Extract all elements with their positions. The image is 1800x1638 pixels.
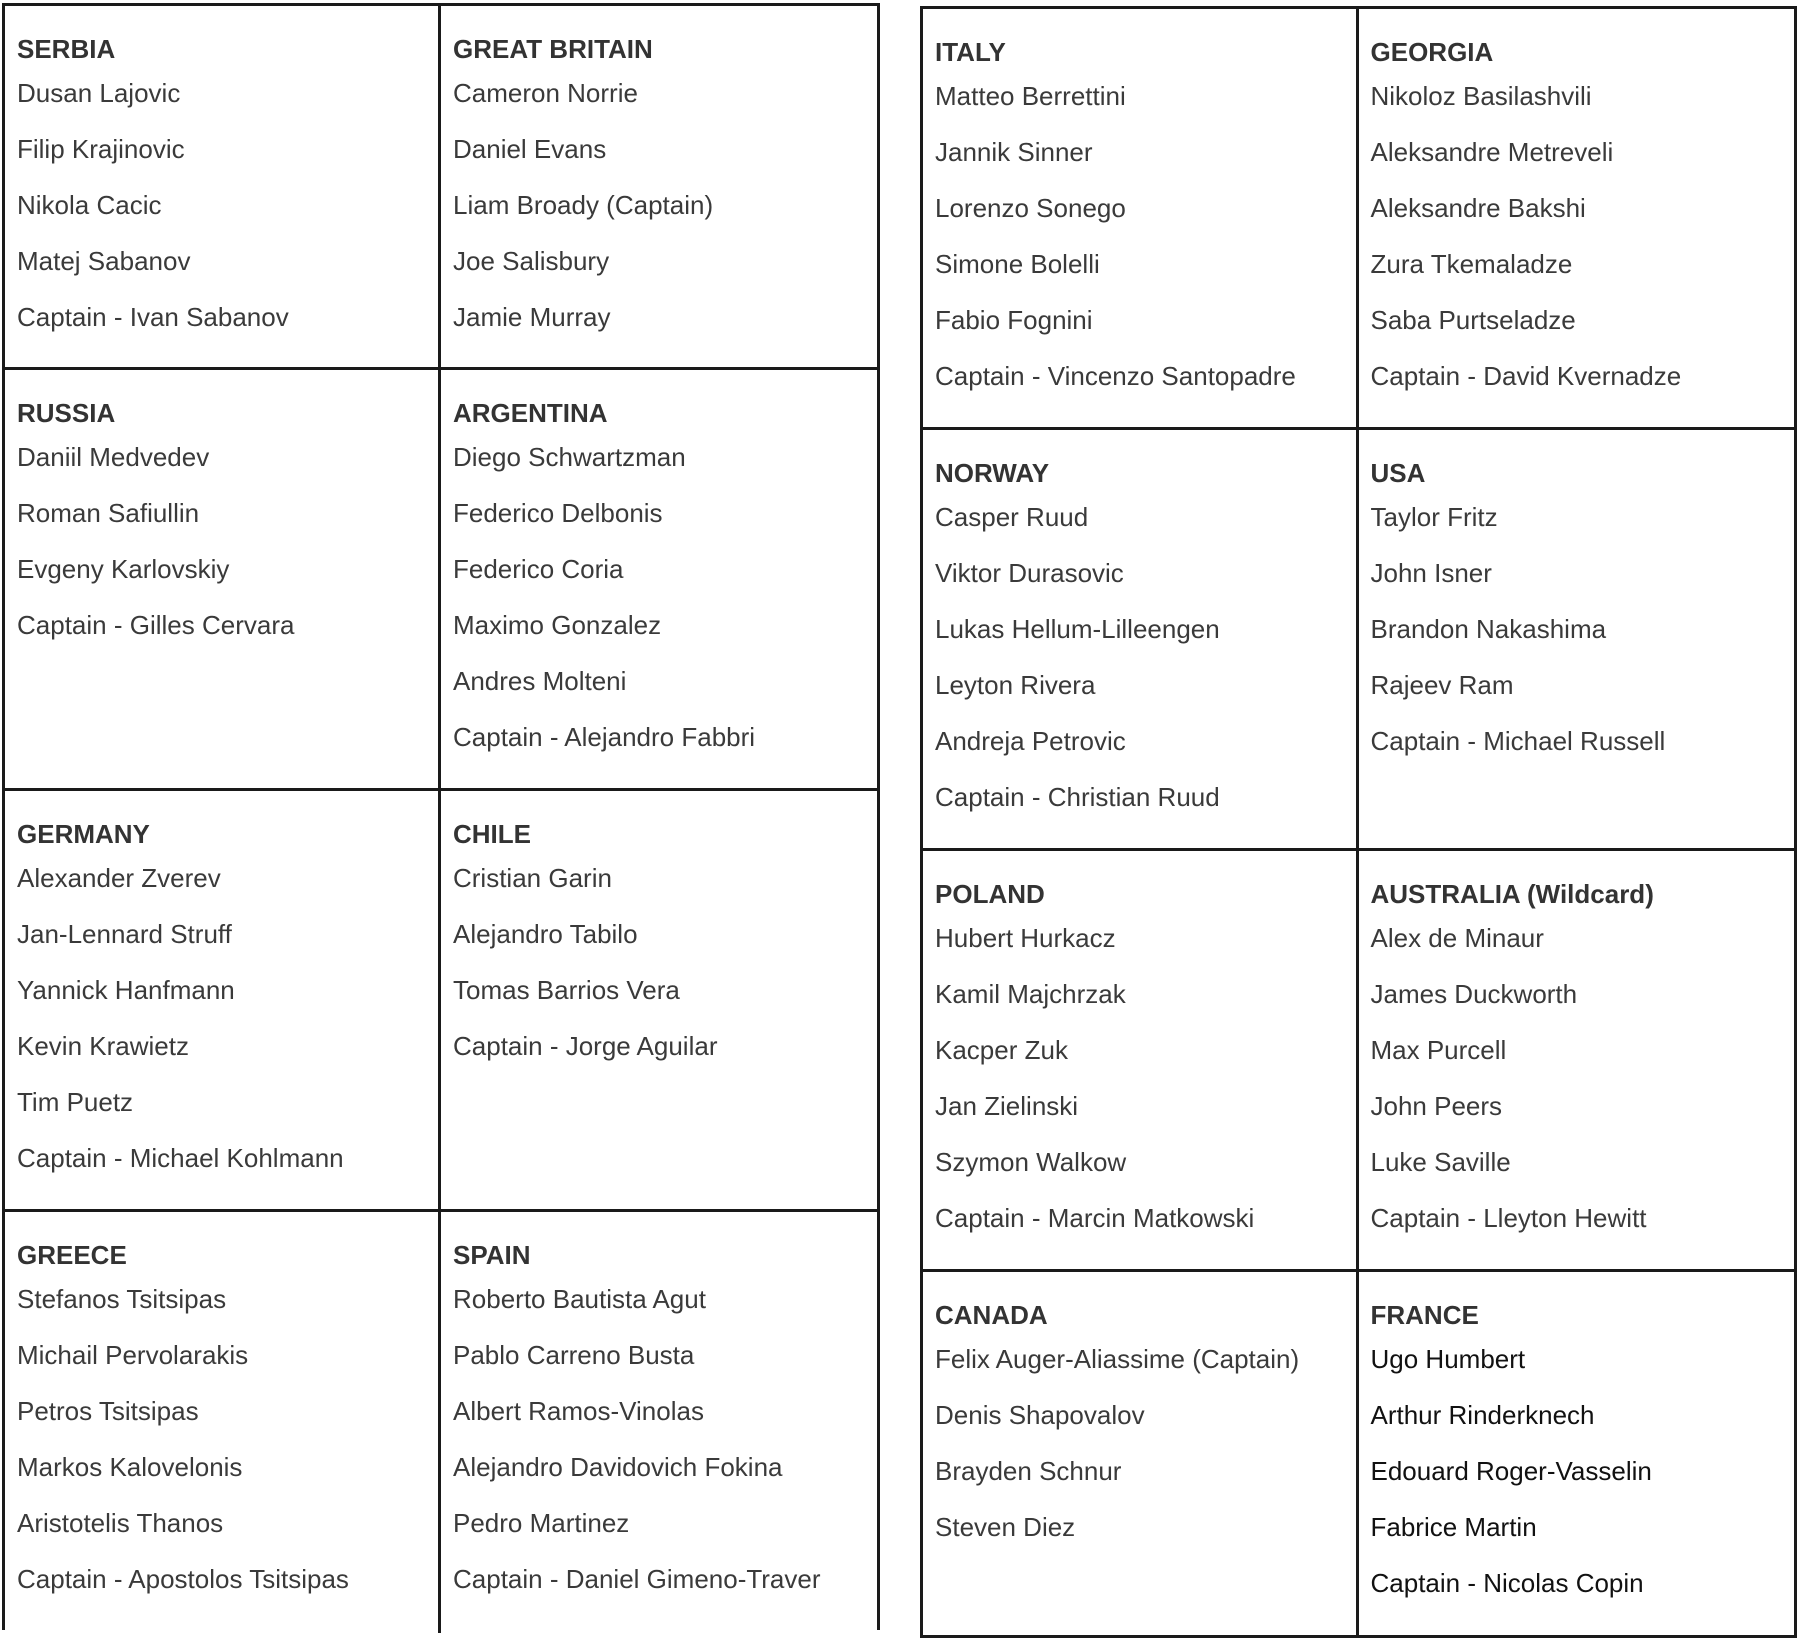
player-name: Captain - Lleyton Hewitt [1370, 1203, 1647, 1233]
player-name: Captain - Marcin Matkowski [935, 1203, 1255, 1233]
player-name: Steven Diez [935, 1512, 1076, 1542]
left-team-table [2, 3, 880, 1630]
player-name: Brandon Nakashima [1370, 614, 1607, 644]
team-cell-great-britain [441, 6, 877, 370]
player-name: Daniil Medvedev [17, 442, 210, 472]
country-name: CANADA [935, 1300, 1048, 1330]
player-name: Edouard Roger-Vasselin [1370, 1456, 1652, 1486]
player-name: Aleksandre Bakshi [1370, 193, 1586, 223]
player-name: Jan Zielinski [935, 1091, 1079, 1121]
team-cell-australia [1359, 851, 1795, 1272]
player-name: Cameron Norrie [453, 78, 638, 108]
country-name: ITALY [935, 37, 1006, 67]
player-name: Pablo Carreno Busta [453, 1340, 695, 1370]
player-name: Roman Safiullin [17, 498, 200, 528]
player-name: Brayden Schnur [935, 1456, 1122, 1486]
player-name: Federico Delbonis [453, 498, 663, 528]
team-cell-chile [441, 791, 877, 1212]
player-name: Maximo Gonzalez [453, 610, 662, 640]
country-name: POLAND [935, 879, 1045, 909]
player-name: Kamil Majchrzak [935, 979, 1126, 1009]
team-cell-spain [441, 1212, 877, 1633]
country-name: CHILE [453, 819, 531, 849]
player-name: Captain - Alejandro Fabbri [453, 722, 756, 752]
player-name: Andres Molteni [453, 666, 627, 696]
player-name: Filip Krajinovic [17, 134, 185, 164]
player-name: Captain - Michael Kohlmann [17, 1143, 344, 1173]
right-team-table [920, 6, 1797, 1638]
player-name: Nikoloz Basilashvili [1370, 81, 1592, 111]
player-name: Leyton Rivera [935, 670, 1096, 700]
player-name: Fabio Fognini [935, 305, 1093, 335]
player-name: Zura Tkemaladze [1370, 249, 1573, 279]
team-cell-italy [923, 9, 1359, 430]
team-cell-greece [5, 1212, 441, 1633]
team-cell-georgia [1359, 9, 1795, 430]
player-name: Yannick Hanfmann [17, 975, 235, 1005]
player-name: Evgeny Karlovskiy [17, 554, 230, 584]
player-name: Matej Sabanov [17, 246, 191, 276]
country-name: FRANCE [1370, 1300, 1479, 1330]
player-name: Aleksandre Metreveli [1370, 137, 1614, 167]
country-name: AUSTRALIA (Wildcard) [1370, 879, 1654, 909]
player-name: Andreja Petrovic [935, 726, 1126, 756]
player-name: Nikola Cacic [17, 190, 162, 220]
player-name: Alex de Minaur [1370, 923, 1544, 953]
player-name: Captain - Nicolas Copin [1370, 1568, 1644, 1598]
player-name: Felix Auger-Aliassime (Captain) [935, 1344, 1300, 1374]
player-name: Roberto Bautista Agut [453, 1284, 706, 1314]
player-name: Stefanos Tsitsipas [17, 1284, 227, 1314]
player-name: Liam Broady (Captain) [453, 190, 714, 220]
player-name: John Isner [1370, 558, 1492, 588]
player-name: Viktor Durasovic [935, 558, 1124, 588]
player-name: Captain - Jorge Aguilar [453, 1031, 718, 1061]
team-cell-norway [923, 430, 1359, 851]
country-name: GEORGIA [1370, 37, 1494, 67]
player-name: James Duckworth [1370, 979, 1578, 1009]
country-name: SPAIN [453, 1240, 531, 1270]
player-name: Petros Tsitsipas [17, 1396, 199, 1426]
player-name: Captain - Ivan Sabanov [17, 302, 289, 332]
country-name: USA [1370, 458, 1426, 488]
player-name: Captain - Vincenzo Santopadre [935, 361, 1296, 391]
player-name: Simone Bolelli [935, 249, 1100, 279]
country-name: NORWAY [935, 458, 1050, 488]
player-name: Tim Puetz [17, 1087, 134, 1117]
player-name: Cristian Garin [453, 863, 612, 893]
player-name: Captain - Christian Ruud [935, 782, 1220, 812]
team-cell-serbia [5, 6, 441, 370]
player-name: Taylor Fritz [1370, 502, 1498, 532]
player-name: Alexander Zverev [17, 863, 221, 893]
player-name: Casper Ruud [935, 502, 1089, 532]
player-name: Rajeev Ram [1370, 670, 1514, 700]
country-name: GERMANY [17, 819, 150, 849]
team-cell-russia [5, 370, 441, 791]
player-name: Matteo Berrettini [935, 81, 1126, 111]
player-name: Fabrice Martin [1370, 1512, 1537, 1542]
team-cell-canada [923, 1272, 1359, 1635]
player-name: Ugo Humbert [1370, 1344, 1526, 1374]
player-name: Albert Ramos-Vinolas [453, 1396, 704, 1426]
player-name: Kevin Krawietz [17, 1031, 189, 1061]
country-name: SERBIA [17, 34, 116, 64]
player-name: Alejandro Tabilo [453, 919, 638, 949]
player-name: Pedro Martinez [453, 1508, 630, 1538]
player-name: Jamie Murray [453, 302, 611, 332]
country-name: GREAT BRITAIN [453, 34, 653, 64]
player-name: Markos Kalovelonis [17, 1452, 243, 1482]
player-name: Federico Coria [453, 554, 624, 584]
player-name: Lorenzo Sonego [935, 193, 1126, 223]
team-cell-poland [923, 851, 1359, 1272]
player-name: Luke Saville [1370, 1147, 1511, 1177]
player-name: Hubert Hurkacz [935, 923, 1116, 953]
player-name: Jan-Lennard Struff [17, 919, 232, 949]
player-name: Denis Shapovalov [935, 1400, 1145, 1430]
player-name: Dusan Lajovic [17, 78, 181, 108]
player-name: Szymon Walkow [935, 1147, 1127, 1177]
country-name: GREECE [17, 1240, 127, 1270]
player-name: Jannik Sinner [935, 137, 1093, 167]
player-name: Lukas Hellum-Lilleengen [935, 614, 1220, 644]
player-name: Daniel Evans [453, 134, 607, 164]
player-name: Captain - Daniel Gimeno-Traver [453, 1564, 821, 1594]
player-name: Max Purcell [1370, 1035, 1507, 1065]
country-name: ARGENTINA [453, 398, 608, 428]
team-cell-germany [5, 791, 441, 1212]
team-cell-usa [1359, 430, 1795, 851]
player-name: Captain - Gilles Cervara [17, 610, 295, 640]
player-name: Aristotelis Thanos [17, 1508, 224, 1538]
country-name: RUSSIA [17, 398, 116, 428]
player-name: Saba Purtseladze [1370, 305, 1576, 335]
team-cell-france [1359, 1272, 1795, 1635]
player-name: Captain - Apostolos Tsitsipas [17, 1564, 349, 1594]
team-cell-argentina [441, 370, 877, 791]
player-name: Alejandro Davidovich Fokina [453, 1452, 783, 1482]
player-name: Arthur Rinderknech [1370, 1400, 1595, 1430]
player-name: Tomas Barrios Vera [453, 975, 680, 1005]
player-name: Captain - Michael Russell [1370, 726, 1666, 756]
player-name: Michail Pervolarakis [17, 1340, 249, 1370]
player-name: Captain - David Kvernadze [1370, 361, 1682, 391]
player-name: John Peers [1370, 1091, 1503, 1121]
player-name: Joe Salisbury [453, 246, 610, 276]
player-name: Kacper Zuk [935, 1035, 1068, 1065]
player-name: Diego Schwartzman [453, 442, 686, 472]
